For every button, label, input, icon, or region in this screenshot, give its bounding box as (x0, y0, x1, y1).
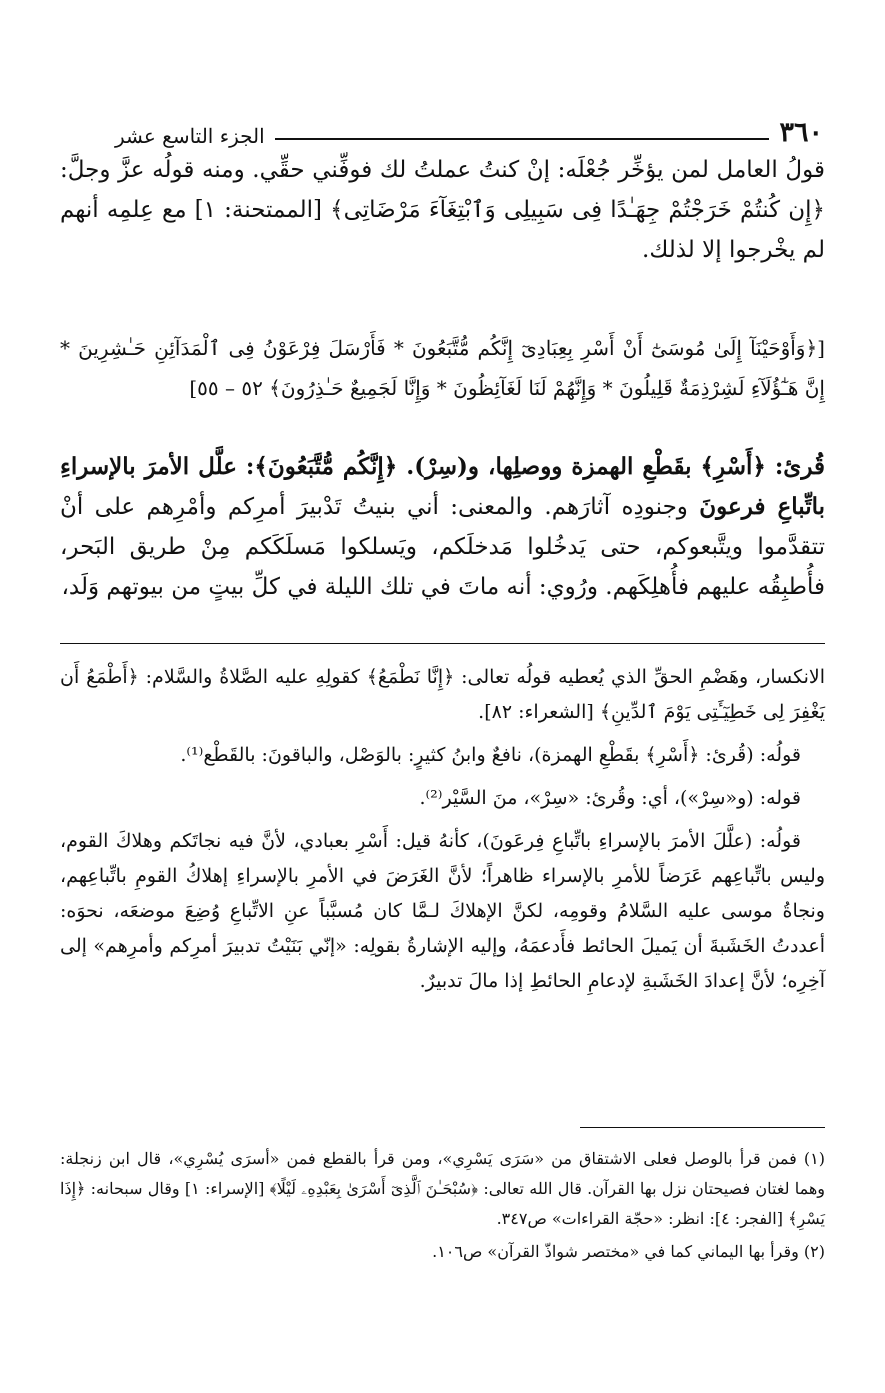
main-paragraph-2-rest: وجنودِه آثارَهم. والمعنى: أني بنيتُ تَدْبيرَ أمرِكم وأمْرِهم على أنْ تتقدَّموا ويتَّبعوكم، حتى يَدخُلوا مَدخلَكم، ويَسلكوا مَسلَكَكم مِنْ طريق البَحر، فأُطبِقُه عليهم فأُهلِكَهم. ورُوي: أنه ماتَ في تلك الليلة في كلِّ بيتٍ من بيوتهم وَلَد، (60, 494, 825, 600)
main-paragraph-2-lead: قُرئ: ﴿أَسْرِ﴾ بقَطْعِ الهمزة ووصلِها، و(سِرْ). ﴿إِنَّكُم مُّتَّبَعُونَ﴾: علَّل الأمرَ بالإسراءِ باتِّباعِ فرعونَ (60, 453, 826, 520)
footnote-2: (٢) وقرأ بها اليماني كما في «مختصر شواذّ القرآن» ص١٠٦. (432, 1242, 825, 1261)
header-rule (275, 138, 770, 140)
main-paragraph-2 (60, 447, 825, 607)
page-header (115, 110, 823, 146)
running-title: الجزء التاسع عشر (115, 124, 265, 148)
main-commentary-divider (60, 643, 825, 644)
commentary-section (60, 660, 825, 1007)
footnotes-section (60, 1144, 825, 1270)
footnote-divider (580, 1127, 825, 1128)
quran-verse-block: [﴿وَأَوْحَيْنَآ إِلَىٰ مُوسَىٰٓ أَنْ أَسْرِ بِعِبَادِىٓ إِنَّكُم مُّتَّبَعُونَ * فَأَرْسَلَ فِرْعَوْنُ فِى ٱلْمَدَآئِنِ حَـٰشِرِينَ * إِنَّ هَـٰٓؤُلَآءِ لَشِرْذِمَةٌ قَلِيلُونَ * وَإِنَّهُمْ لَنَا لَغَآئِظُونَ * وَإِنَّا لَجَمِيعٌ حَـٰذِرُونَ﴾ ٥٢ – ٥٥] (60, 336, 825, 400)
commentary-paragraph-2: قولُه: (قُرئ: ﴿أَسْرِ﴾ بقَطْعِ الهمزة)، نافعٌ وابنُ كثيرٍ: بالوَصْل، والباقونَ: بالقَطْع⁽¹⁾. (180, 744, 801, 766)
footnote-1: (١) فمن قرأ بالوصل فعلى الاشتقاق من «سَرَى يَسْرِي»، ومن قرأ بالقطع فمن «أسرَى يُسْرِي»، قال ابن زنجلة: وهما لغتان فصيحتان نزل بها القرآن. قال الله تعالى: ﴿سُبْحَـٰنَ ٱلَّذِىٓ أَسْرَىٰ بِعَبْدِهِۦ لَيْلًا﴾ [الإسراء: ١] وقال سبحانه: ﴿إِذَا يَسْرِ﴾ [الفجر: ٤]: انظر: «حجّة القراءات» ص٣٤٧. (60, 1149, 826, 1228)
page-number: ٣٦٠ (779, 117, 823, 148)
commentary-paragraph-4: قولُه: (علَّلَ الأمرَ بالإسراءِ باتِّباعِ فِرعَونَ)، كأنهُ قيل: أَسْرِ بعبادي، لأنَّ فيه نجاتَكم وهلاكَ القوم، وليس باتِّباعِهم عَرَضاً للأمرِ بالإسراء ظاهراً؛ لأنَّ الغَرَضَ في الأمرِ بالإسراءِ إهلاكُ القومِ باتِّباعِهم، ونجاةُ موسى عليه السَّلامُ وقومِه، لكنَّ الإهلاكَ لـمَّا كان مُسبَّباً عنِ الاتِّباعِ وُضِعَ موضعَه، نحوَه: أعددتُ الخَشَبةَ أن يَميلَ الحائط فأَدعمَهُ، وإليه الإشارةُ بقولِه: «إنّي بَنَيْتُ تدبيرَ أمرِكم وأمرِهم» إلى آخِرِه؛ لأنَّ إعدادَ الخَشَبةِ لإدعامِ الحائطِ إذا مالَ تدبيرٌ. (60, 830, 825, 992)
commentary-paragraph-3: قوله: (و«سِرْ»)، أي: وقُرئ: «سِرْ»، منَ السَّيْر⁽²⁾. (419, 787, 801, 809)
commentary-paragraph-1: الانكسار، وهَضْمِ الحقِّ الذي يُعطيه قولُه تعالى: ﴿إِنَّا نَطْمَعُ﴾ كقولِهِ عليه الصَّلاةُ والسَّلام: ﴿أَطْمَعُ أَن يَغْفِرَ لِى خَطِيٓـَٔتِى يَوْمَ ٱلدِّينِ﴾ [الشعراء: ٨٢]. (60, 666, 825, 723)
main-paragraph-1: قولُ العامل لمن يؤخِّر جُعْلَه: إنْ كنتُ عملتُ لك فوفِّني حقِّي. ومنه قولُه عزَّ وجلَّ: ﴿إِن كُنتُمْ خَرَجْتُمْ جِهَـٰدًا فِى سَبِيلِى وَٱبْتِغَآءَ مَرْضَاتِى﴾ [الممتحنة: ١] مع عِلمِه أنهم لم يخْرجوا إلا لذلك. (60, 157, 826, 263)
